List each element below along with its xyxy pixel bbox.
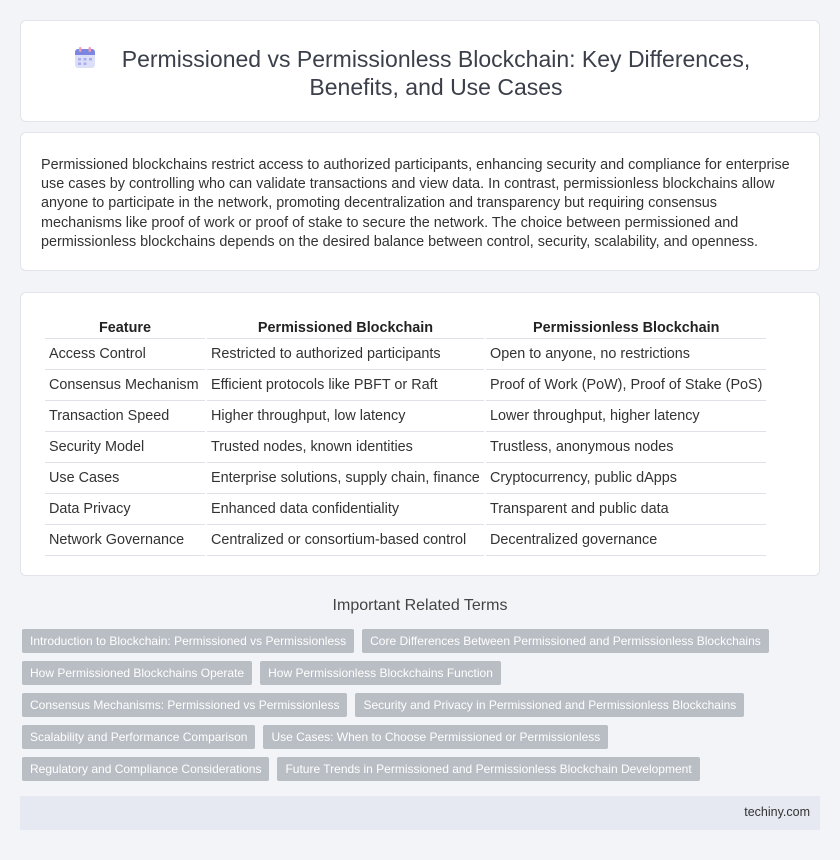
related-term-link[interactable]: Introduction to Blockchain: Permissioned vs Permissionless — [22, 629, 354, 653]
table-row — [45, 463, 766, 494]
permissionless-cell: Proof of Work (PoW), Proof of Stake (PoS) — [486, 370, 766, 401]
related-term-link[interactable]: Security and Privacy in Permissioned and Permissionless Blockchains — [355, 693, 744, 717]
related-term-link[interactable]: Core Differences Between Permissioned and Permissionless Blockchains — [362, 629, 769, 653]
header-permissioned: Permissioned Blockchain — [207, 317, 484, 339]
feature-cell: Consensus Mechanism — [45, 370, 205, 401]
feature-cell: Network Governance — [45, 525, 205, 556]
permissioned-cell: Efficient protocols like PBFT or Raft — [207, 370, 484, 401]
table-header-row — [45, 317, 766, 339]
permissionless-cell: Cryptocurrency, public dApps — [486, 463, 766, 494]
permissionless-cell: Open to anyone, no restrictions — [486, 339, 766, 370]
page-title: Permissioned vs Permissionless Blockchain: Key Differences, Benefits, and Use Cases — [121, 46, 751, 100]
permissioned-cell: Enhanced data confidentiality — [207, 494, 484, 525]
related-term-link[interactable]: Consensus Mechanisms: Permissioned vs Permissionless — [22, 693, 347, 717]
table-row — [45, 339, 766, 370]
permissioned-cell: Trusted nodes, known identities — [207, 432, 484, 463]
comparison-table — [43, 317, 768, 556]
comparison-card — [20, 292, 820, 576]
permissioned-cell: Restricted to authorized participants — [207, 339, 484, 370]
permissioned-cell: Enterprise solutions, supply chain, finance — [207, 463, 484, 494]
related-term-link[interactable]: Regulatory and Compliance Considerations — [22, 757, 269, 781]
permissionless-cell: Lower throughput, higher latency — [486, 401, 766, 432]
permissionless-cell: Transparent and public data — [486, 494, 766, 525]
header-permissionless: Permissionless Blockchain — [486, 317, 766, 339]
feature-cell: Data Privacy — [45, 494, 205, 525]
related-terms-list — [22, 629, 802, 781]
feature-cell: Access Control — [45, 339, 205, 370]
table-row — [45, 401, 766, 432]
header-feature: Feature — [45, 317, 205, 339]
footer-site-link[interactable]: techiny.com — [744, 805, 810, 819]
table-row — [45, 525, 766, 556]
feature-cell: Security Model — [45, 432, 205, 463]
permissioned-cell: Higher throughput, low latency — [207, 401, 484, 432]
footer-bar — [20, 796, 820, 830]
intro-paragraph: Permissioned blockchains restrict access to authorized participants, enhancing security and compliance for enterprise use cases by controlling who can validate transactions and view data. In contrast, permissionless blockchains allow anyone to participate in the network, promoting decentralization and transparency but requiring consensus mechanisms like proof of work or proof of stake to secure the network. The choice between permissioned and permissionless blockchains depends on the desired balance between control, security, scalability, and openness. — [41, 157, 790, 250]
related-term-link[interactable]: Use Cases: When to Choose Permissioned or Permissionless — [263, 725, 608, 749]
permissionless-cell: Trustless, anonymous nodes — [486, 432, 766, 463]
intro-card — [20, 132, 820, 271]
permissioned-cell: Centralized or consortium-based control — [207, 525, 484, 556]
table-row — [45, 494, 766, 525]
feature-cell: Transaction Speed — [45, 401, 205, 432]
related-term-link[interactable]: Future Trends in Permissioned and Permissionless Blockchain Development — [277, 757, 699, 781]
related-term-link[interactable]: How Permissionless Blockchains Function — [260, 661, 501, 685]
related-term-link[interactable]: How Permissioned Blockchains Operate — [22, 661, 252, 685]
table-row — [45, 370, 766, 401]
feature-cell: Use Cases — [45, 463, 205, 494]
table-row — [45, 432, 766, 463]
related-term-link[interactable]: Scalability and Performance Comparison — [22, 725, 255, 749]
related-terms-heading: Important Related Terms — [332, 597, 508, 614]
title-card — [20, 20, 820, 122]
permissionless-cell: Decentralized governance — [486, 525, 766, 556]
